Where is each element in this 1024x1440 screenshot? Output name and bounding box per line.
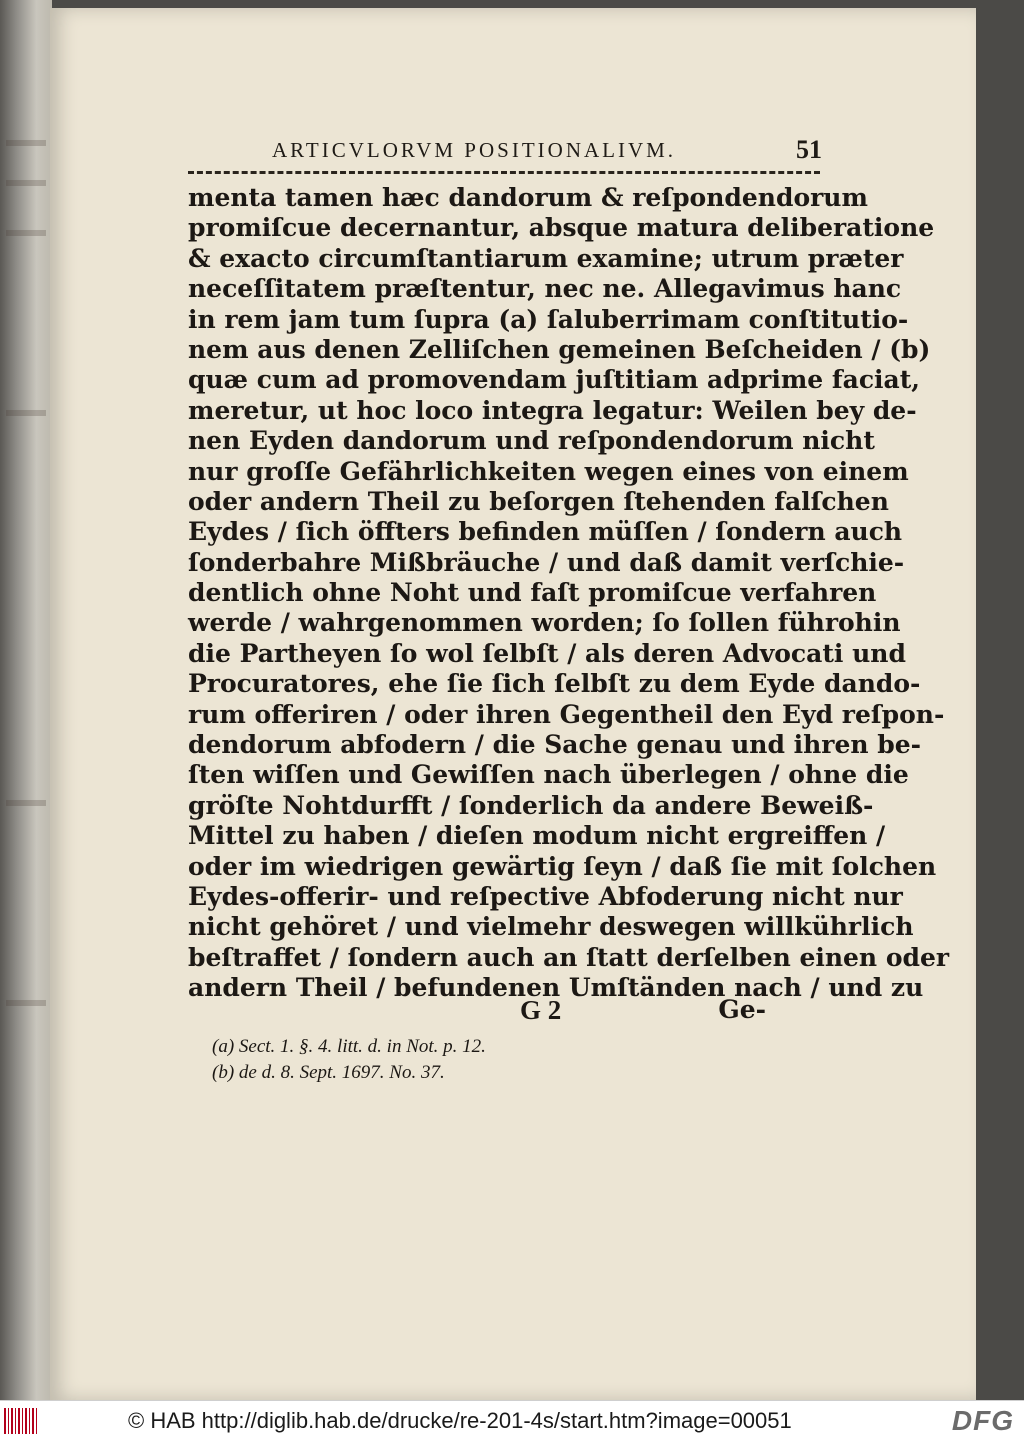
- hab-logo-icon: [4, 1408, 38, 1434]
- text-line: Mittel zu haben / dieſen modum nicht ergreiffen /: [188, 821, 886, 851]
- page-header: [272, 135, 822, 174]
- text-line: menta tamen hæc dandorum & reſpondendorum: [188, 183, 868, 212]
- text-line: promiſcue decernantur, absque matura deliberatione: [188, 213, 935, 243]
- text-line: nicht gehöret / und vielmehr deswegen willkührlich: [188, 912, 914, 942]
- ghost-text: [6, 410, 46, 416]
- text-line: werde / wahrgenommen worden; ſo ſollen führohin: [188, 608, 901, 638]
- header-rule: [188, 171, 820, 174]
- text-line: & exacto circumſtantiarum examine; utrum præter: [188, 243, 904, 273]
- text-line: oder andern Theil zu beſorgen ſtehenden falſchen: [188, 486, 889, 516]
- text-line: Eydes-offerir- und reſpective Abfoderung nicht nur: [188, 881, 903, 911]
- book-page: [50, 8, 976, 1400]
- footnote: (a) Sect. 1. §. 4. litt. d. in Not. p. 12.: [212, 1036, 486, 1057]
- text-line: andern Theil / befundenen Umſtänden nach / und zu: [188, 973, 924, 1003]
- ghost-text: [6, 230, 46, 236]
- catchword: Ge-: [718, 995, 766, 1024]
- ghost-text: [6, 800, 46, 806]
- ghost-text: [6, 1000, 46, 1006]
- text-line: neceſſitatem præſtentur, nec ne. Allegavimus hanc: [188, 274, 902, 304]
- text-line: ſonderbahre Mißbräuche / und daß damit verſchie-: [188, 547, 905, 577]
- signature-mark: G 2: [520, 995, 562, 1025]
- ghost-text: [6, 140, 46, 146]
- text-line: rum offeriren / oder ihren Gegentheil den Eyd reſpon-: [188, 699, 945, 729]
- text-line: dentlich ohne Noht und faſt promiſcue verfahren: [188, 578, 877, 608]
- page-number: 51: [796, 135, 822, 164]
- text-line: ſten wiſſen und Gewiſſen nach überlegen / ohne die: [188, 760, 909, 790]
- text-line: nur groſſe Gefährlichkeiten wegen eines von einem: [188, 456, 909, 486]
- text-line: Procuratores, ehe ſie ſich ſelbſt zu dem Eyde dando-: [188, 669, 921, 699]
- body-text: [188, 183, 950, 1004]
- text-line: meretur, ut hoc loco integra legatur: Weilen bey de-: [188, 395, 917, 425]
- text-line: Eydes / ſich öffters befinden müſſen / ſondern auch: [188, 517, 903, 547]
- ghost-text: [6, 180, 46, 186]
- text-line: dendorum abfodern / die Sache genau und ihren be-: [188, 730, 922, 760]
- text-line: quæ cum ad promovendam juſtitiam adprime faciat,: [188, 365, 921, 395]
- footnote: (b) de d. 8. Sept. 1697. No. 37.: [212, 1062, 445, 1083]
- dfg-logo: DFG: [951, 1405, 1014, 1436]
- running-title: ARTICVLORVM POSITIONALIVM.: [272, 138, 677, 162]
- text-line: oder im wiedrigen gewärtig ſeyn / daß ſie mit ſolchen: [188, 851, 937, 881]
- text-line: in rem jam tum ſupra (a) ſaluberrimam conſtitutio-: [188, 304, 909, 334]
- viewer-footer: [0, 1400, 1024, 1440]
- footnotes: [212, 1034, 486, 1086]
- source-link[interactable]: © HAB http://diglib.hab.de/drucke/re-201-4s/start.htm?image=00051: [128, 1408, 792, 1433]
- text-line: nen Eyden dandorum und reſpondendorum nicht: [188, 426, 875, 456]
- text-line: gröſte Nohtdurfft / ſonderlich da andere Beweiß-: [188, 790, 874, 820]
- text-line: nem aus denen Zelliſchen gemeinen Beſcheiden / (b): [188, 334, 931, 364]
- text-line: die Partheyen ſo wol ſelbſt / als deren Advocati und: [188, 638, 906, 668]
- previous-page-edge: [0, 0, 52, 1400]
- text-line: beſtraffet / ſondern auch an ſtatt derſelben einen oder: [188, 942, 950, 972]
